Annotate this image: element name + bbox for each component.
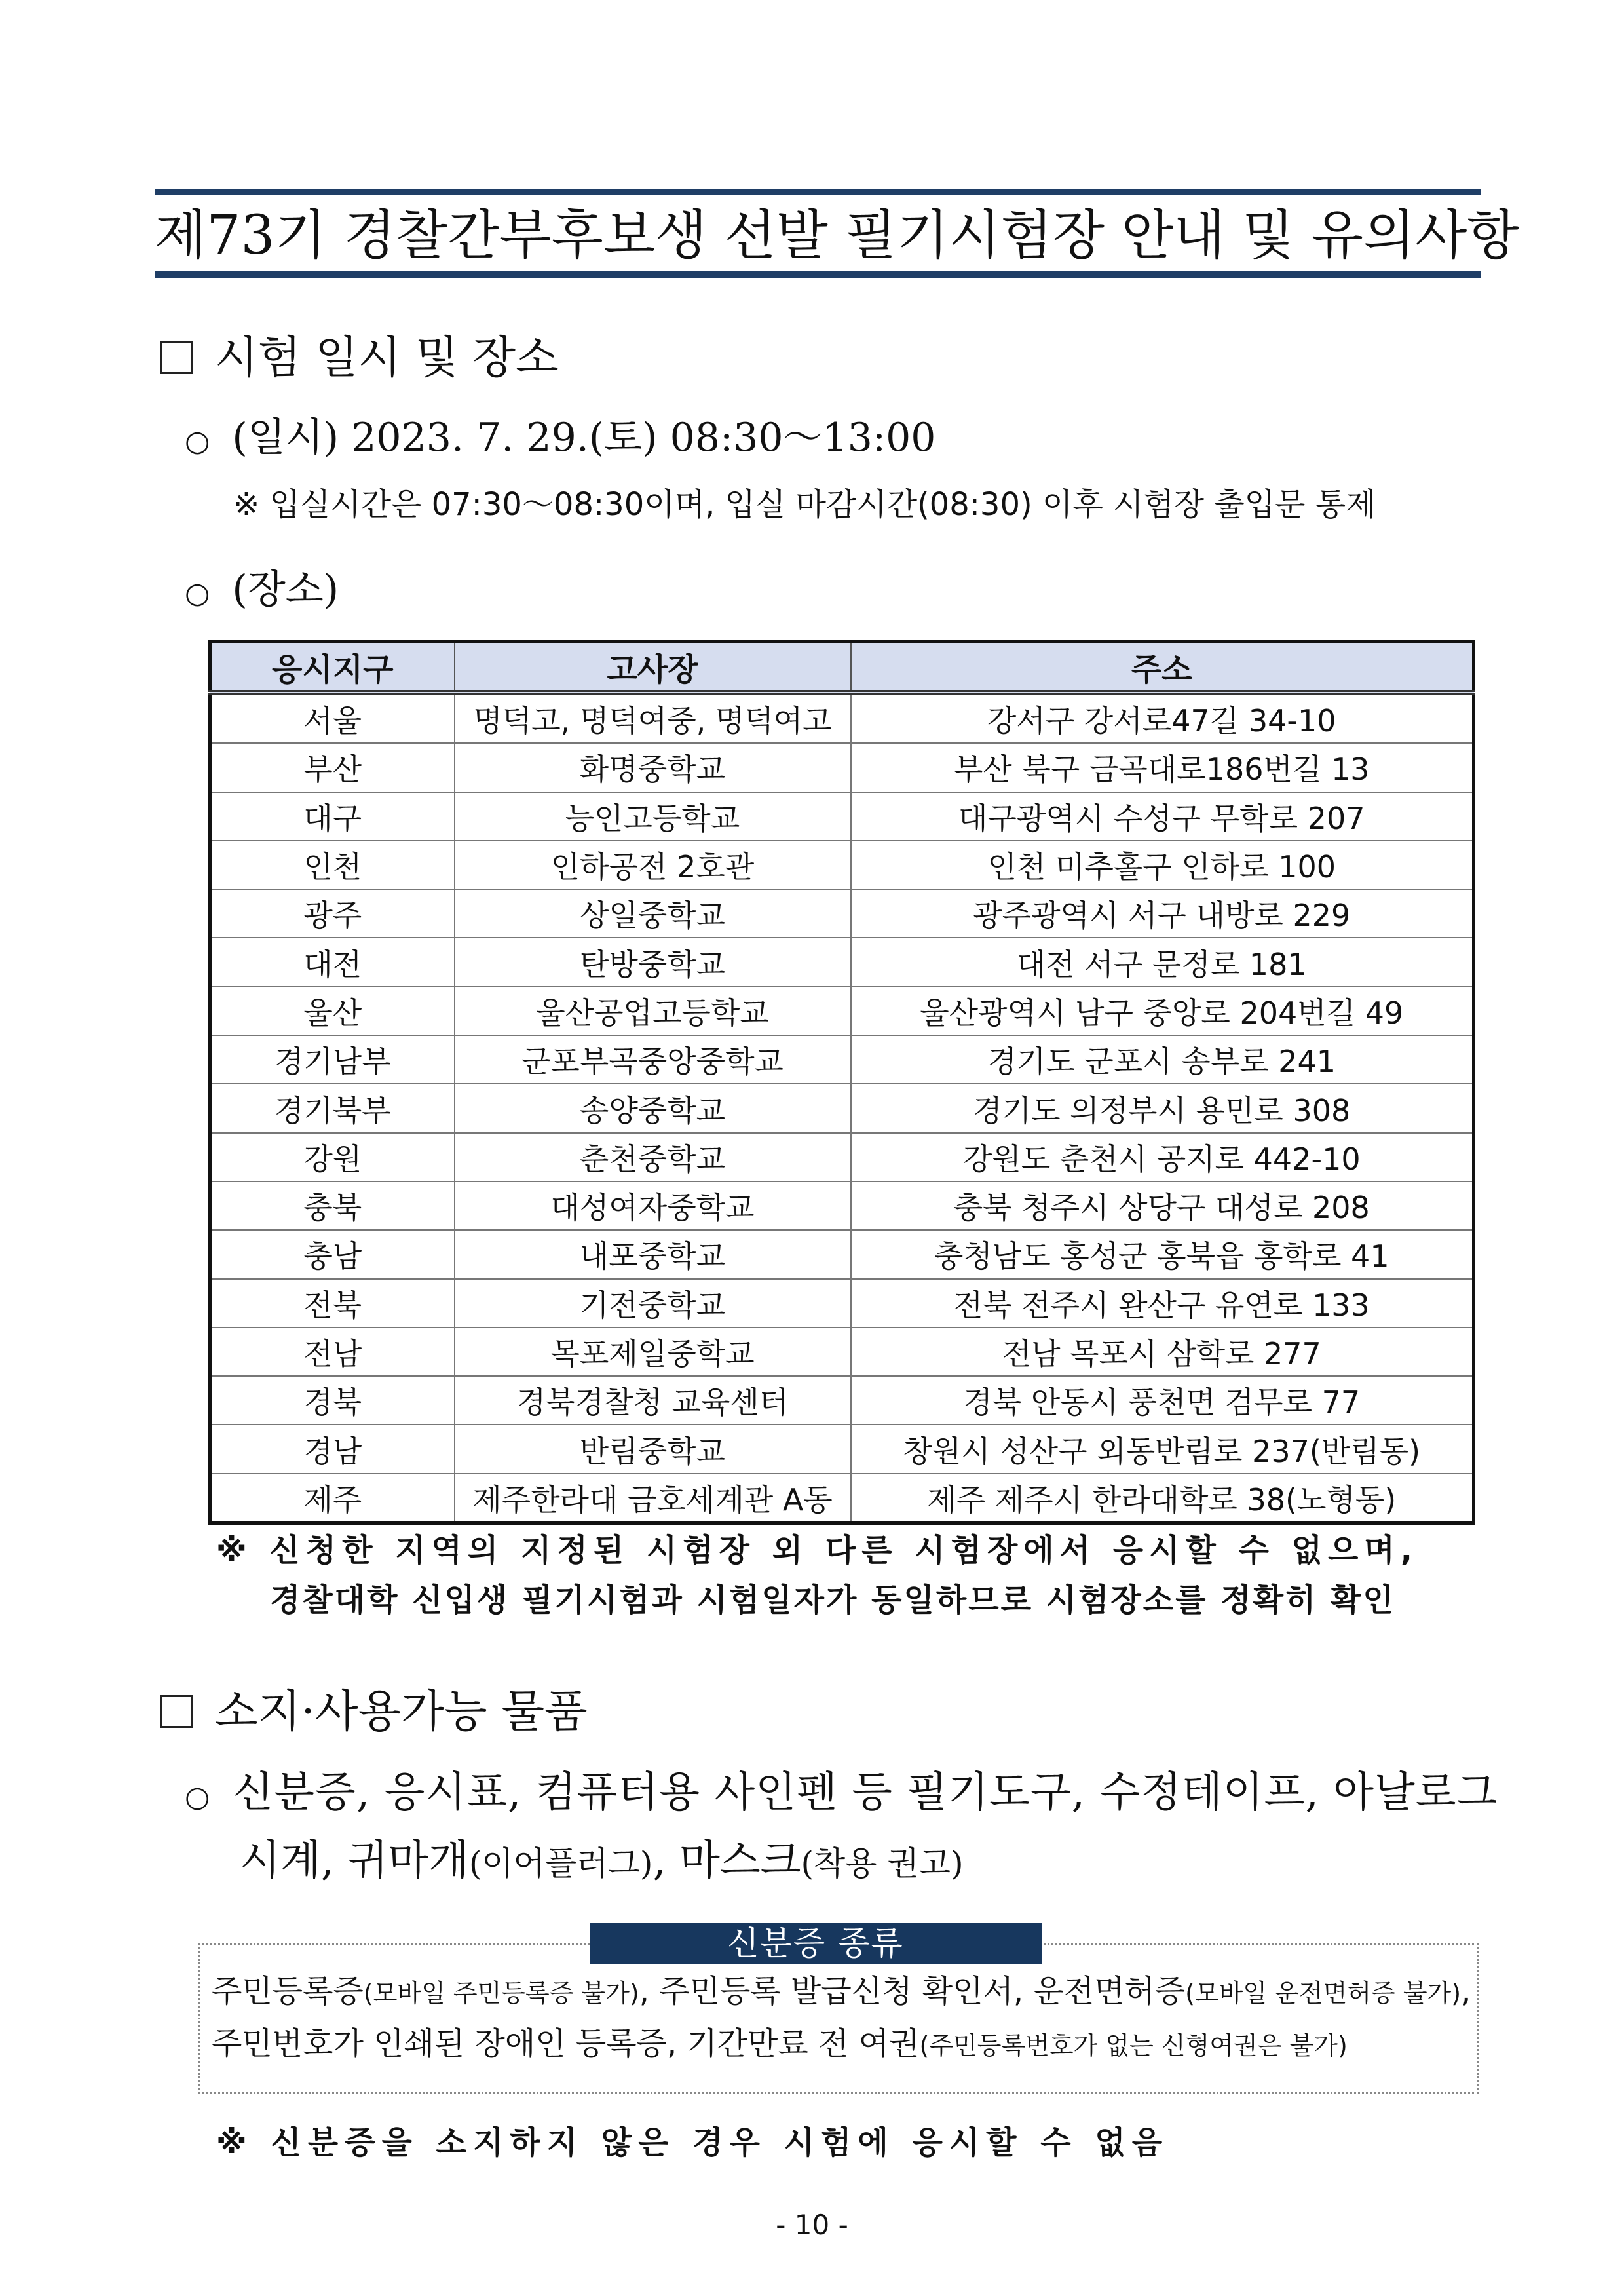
section-allowed-items — [160, 1683, 588, 1742]
table-cell-address: 인천 미추홀구 인하로 100 — [851, 841, 1474, 889]
table-row — [210, 1084, 1474, 1132]
table-cell-region: 부산 — [210, 743, 455, 792]
table-header-cell: 주소 — [851, 641, 1474, 693]
id-types-line2 — [212, 2019, 1348, 2071]
id-type-text: , — [1461, 1973, 1471, 2010]
table-cell-address: 충북 청주시 상당구 대성로 208 — [851, 1181, 1474, 1230]
table-body — [210, 693, 1474, 1523]
table-row — [210, 1133, 1474, 1181]
table-cell-venue: 목포제일중학교 — [455, 1328, 851, 1376]
section-heading: 시험 일시 및 장소 — [215, 332, 559, 384]
final-note: ※ 신분증을 소지하지 않은 경우 시험에 응시할 수 없음 — [216, 2124, 1169, 2161]
table-cell-region: 충남 — [210, 1230, 455, 1278]
table-cell-venue: 화명중학교 — [455, 743, 851, 792]
table-row — [210, 987, 1474, 1035]
table-cell-venue: 탄방중학교 — [455, 938, 851, 986]
circle-bullet-icon: ○ — [185, 425, 210, 458]
table-row — [210, 889, 1474, 938]
table-note-line2: 경찰대학 신입생 필기시험과 시험일자가 동일하므로 시험장소를 정확히 확인 — [270, 1582, 1395, 1618]
table-cell-address: 강원도 춘천시 공지로 442-10 — [851, 1133, 1474, 1181]
table-cell-venue: 명덕고, 명덕여중, 명덕여고 — [455, 693, 851, 743]
table-header-cell: 응시지구 — [210, 641, 455, 693]
datetime-value: 2023. 7. 29.(토) 08:30～13:00 — [351, 415, 936, 461]
table-cell-venue: 인하공전 2호관 — [455, 841, 851, 889]
page-number: - 10 - — [776, 2209, 848, 2241]
checkbox-square-icon — [160, 1695, 193, 1728]
table-cell-venue: 대성여자중학교 — [455, 1181, 851, 1230]
title-rule-top — [155, 189, 1481, 195]
table-row — [210, 693, 1474, 743]
table-cell-region: 울산 — [210, 987, 455, 1035]
id-types-box — [198, 1943, 1479, 2094]
table-cell-region: 전북 — [210, 1279, 455, 1328]
table-cell-venue: 기전중학교 — [455, 1279, 851, 1328]
table-row — [210, 1035, 1474, 1084]
venue-table — [208, 640, 1475, 1525]
place-line — [185, 564, 339, 620]
table-cell-region: 전남 — [210, 1328, 455, 1376]
table-cell-address: 제주 제주시 한라대학로 38(노형동) — [851, 1474, 1474, 1523]
table-cell-region: 경기남부 — [210, 1035, 455, 1084]
table-cell-region: 경남 — [210, 1425, 455, 1473]
allowed-items-line2 — [240, 1835, 964, 1890]
allowed-items-text: , 마스크 — [652, 1837, 801, 1885]
datetime-note: ※ 입실시간은 07:30～08:30이며, 입실 마감시간(08:30) 이후 시험장 출입문 통제 — [233, 486, 1376, 523]
id-type-text: , 주민등록 발급신청 확인서, 운전면허증 — [639, 1973, 1186, 2010]
table-cell-address: 광주광역시 서구 내방로 229 — [851, 889, 1474, 938]
table-cell-address: 전남 목포시 삼학로 277 — [851, 1328, 1474, 1376]
table-row — [210, 743, 1474, 792]
table-cell-address: 경북 안동시 풍천면 검무로 77 — [851, 1376, 1474, 1425]
table-cell-venue: 송양중학교 — [455, 1084, 851, 1132]
id-type-text: 주민등록증 — [212, 1973, 364, 2010]
table-cell-region: 대구 — [210, 792, 455, 841]
table-cell-venue: 경북경찰청 교육센터 — [455, 1376, 851, 1425]
table-cell-address: 경기도 의정부시 용민로 308 — [851, 1084, 1474, 1132]
datetime-label: (일시) — [232, 415, 339, 461]
table-cell-address: 울산광역시 남구 중앙로 204번길 49 — [851, 987, 1474, 1035]
table-row — [210, 938, 1474, 986]
table-cell-region: 충북 — [210, 1181, 455, 1230]
table-row — [210, 1425, 1474, 1473]
table-row — [210, 1279, 1474, 1328]
table-row — [210, 1181, 1474, 1230]
table-cell-address: 창원시 성산구 외동반림로 237(반림동) — [851, 1425, 1474, 1473]
table-cell-region: 광주 — [210, 889, 455, 938]
allowed-items-paren: (이어플러그) — [468, 1845, 653, 1883]
table-header-cell: 고사장 — [455, 641, 851, 693]
table-cell-address: 경기도 군포시 송부로 241 — [851, 1035, 1474, 1084]
allowed-items-text: 신분증, 응시표, 컴퓨터용 사인펜 등 필기도구, 수정테이프, 아날로그 — [233, 1769, 1498, 1817]
id-types-line1 — [212, 1966, 1471, 2018]
table-cell-address: 대전 서구 문정로 181 — [851, 938, 1474, 986]
table-cell-address: 강서구 강서로47길 34-10 — [851, 693, 1474, 743]
table-cell-region: 경북 — [210, 1376, 455, 1425]
table-cell-region: 강원 — [210, 1133, 455, 1181]
table-cell-venue: 제주한라대 금호세계관 A동 — [455, 1474, 851, 1523]
table-cell-venue: 군포부곡중앙중학교 — [455, 1035, 851, 1084]
id-type-note: (주민등록번호가 없는 신형여권은 불가) — [919, 2031, 1348, 2060]
table-row — [210, 1376, 1474, 1425]
table-header-row — [210, 641, 1474, 693]
table-cell-venue: 내포중학교 — [455, 1230, 851, 1278]
table-note-line1: ※ 신청한 지역의 지정된 시험장 외 다른 시험장에서 응시할 수 없으며, — [216, 1532, 1418, 1569]
table-row — [210, 1230, 1474, 1278]
allowed-items-text: 시계, 귀마개 — [240, 1837, 469, 1885]
table-cell-venue: 능인고등학교 — [455, 792, 851, 841]
table-cell-region: 인천 — [210, 841, 455, 889]
checkbox-square-icon — [160, 341, 193, 374]
datetime-line — [185, 411, 935, 468]
table-cell-region: 경기북부 — [210, 1084, 455, 1132]
page-title: 제73기 경찰간부후보생 선발 필기시험장 안내 및 유의사항 — [155, 204, 1519, 267]
section-heading: 소지·사용가능 물품 — [215, 1686, 588, 1738]
section-exam-datetime-place — [160, 329, 559, 388]
table-row — [210, 1328, 1474, 1376]
id-type-note: (모바일 주민등록증 불가) — [363, 1979, 639, 2008]
table-cell-region: 제주 — [210, 1474, 455, 1523]
allowed-items-paren: (착용 권고) — [801, 1845, 964, 1883]
id-type-text: 주민번호가 인쇄된 장애인 등록증, 기간만료 전 여권 — [212, 2025, 920, 2062]
table-cell-venue: 울산공업고등학교 — [455, 987, 851, 1035]
title-rule-bottom — [155, 271, 1481, 278]
table-row — [210, 792, 1474, 841]
allowed-items-line1 — [185, 1767, 1498, 1824]
id-types-title: 신분증 종류 — [590, 1923, 1042, 1964]
table-cell-address: 전북 전주시 완산구 유연로 133 — [851, 1279, 1474, 1328]
table-cell-region: 서울 — [210, 693, 455, 743]
table-row — [210, 841, 1474, 889]
table-cell-address: 대구광역시 수성구 무학로 207 — [851, 792, 1474, 841]
table-cell-venue: 춘천중학교 — [455, 1133, 851, 1181]
table-cell-venue: 반림중학교 — [455, 1425, 851, 1473]
table-cell-region: 대전 — [210, 938, 455, 986]
table-cell-address: 충청남도 홍성군 홍북읍 홍학로 41 — [851, 1230, 1474, 1278]
table-row — [210, 1474, 1474, 1523]
place-label: (장소) — [232, 567, 339, 613]
table-cell-address: 부산 북구 금곡대로186번길 13 — [851, 743, 1474, 792]
id-type-note: (모바일 운전면허증 불가) — [1185, 1979, 1462, 2008]
table-cell-venue: 상일중학교 — [455, 889, 851, 938]
circle-bullet-icon: ○ — [185, 1780, 211, 1814]
circle-bullet-icon: ○ — [185, 577, 210, 610]
